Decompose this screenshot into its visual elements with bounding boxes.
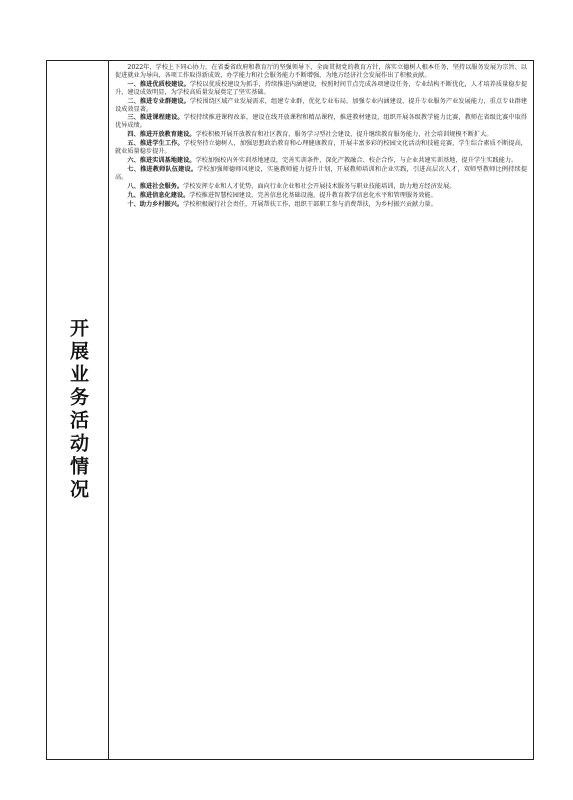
report-paragraph <box>115 140 527 156</box>
paragraph-heading: 四、推进开放教育建设。 <box>127 131 196 139</box>
side-label-cell <box>47 61 109 759</box>
report-paragraph <box>115 201 527 209</box>
report-paragraph <box>115 192 527 200</box>
paragraph-text: 学校积极开展开放教育和社区教育，服务学习型社会建设，提升继续教育服务能力，社会培训规模不断扩大。 <box>195 131 493 139</box>
report-content <box>109 61 533 759</box>
paragraph-heading: 七、推进教师队伍建设。 <box>127 165 198 173</box>
paragraph-heading: 三、推进课程建设。 <box>127 114 184 122</box>
report-paragraph <box>115 114 527 130</box>
paragraph-heading: 五、推进学生工作。 <box>127 140 184 148</box>
paragraph-heading: 一、推进优质校建设。 <box>127 80 190 88</box>
paragraph-heading: 八、推进社会服务。 <box>127 182 184 190</box>
paragraph-text: 学校围绕区域产业发展需求，组建专业群，优化专业布局，加强专业内涵建设，提升专业服务产业发展能力，重点专业群建设成效显著。 <box>115 97 528 113</box>
report-paragraph <box>115 131 527 139</box>
paragraph-heading: 二、推进专业群建设。 <box>127 97 190 105</box>
section-label: 开展业务活动情况 <box>67 318 89 502</box>
paragraph-text: 学校推进智慧校园建设，完善信息化基础设施，提升教育教学信息化水平和管理服务效能。 <box>189 191 437 199</box>
report-paragraph <box>115 166 527 182</box>
report-paragraph <box>115 81 527 97</box>
paragraph-text: 学校加强校内外实训基地建设，完善实训条件，深化产教融合、校企合作，与企业共建实训基地，提升学生实践能力。 <box>195 156 518 164</box>
paragraph-text: 学校发挥专业和人才优势，面向行业企业和社会开展技术服务与职业技能培训，助力地方经济发展。 <box>183 182 456 190</box>
report-paragraph <box>115 157 527 165</box>
paragraph-text: 学校积极履行社会责任，开展帮扶工作，组织干部职工参与消费帮扶，为乡村振兴贡献力量。 <box>183 200 437 208</box>
report-paragraph <box>115 98 527 114</box>
paragraph-text: 2022年，学校上下同心协力，在省委省政府和教育厅的坚强领导下，全面贯彻党的教育方针，落实立德树人根本任务，坚持以服务发展为宗旨、以促进就业为导向，各项工作取得新成效，办学能力和社会服务能力不断增强，为地方经济社会发展作出了积极贡献。 <box>115 64 527 79</box>
report-paragraph <box>115 183 527 191</box>
paragraph-heading: 六、推进实训基地建设。 <box>127 156 196 164</box>
paragraph-text: 学校以优质校建设为抓手，持续推进内涵建设，按照时间节点完成各项建设任务，专业结构不断优化，人才培养质量稳步提升，建设成效明显，为学校高质量发展奠定了坚实基础。 <box>115 80 528 96</box>
report-paragraph <box>115 64 527 80</box>
paragraph-text: 学校加强师德师风建设，实施教师能力提升计划，开展教师培训和企业实践，引进高层次人才，双师型教师比例持续提高。 <box>115 165 528 181</box>
paragraph-text: 学校坚持立德树人，加强思想政治教育和心理健康教育，开展丰富多彩的校园文化活动和技能竞赛，学生综合素质不断提高，就业质量稳步提升。 <box>115 140 527 156</box>
paragraph-text: 学校持续推进课程改革，建设在线开放课程和精品课程，推进教材建设，组织开展各级教学能力比赛，教师在省级比赛中取得优异成绩。 <box>115 114 527 130</box>
report-table <box>46 60 534 760</box>
paragraph-heading: 十、助力乡村振兴。 <box>127 200 184 208</box>
paragraph-heading: 九、推进信息化建设。 <box>127 191 190 199</box>
